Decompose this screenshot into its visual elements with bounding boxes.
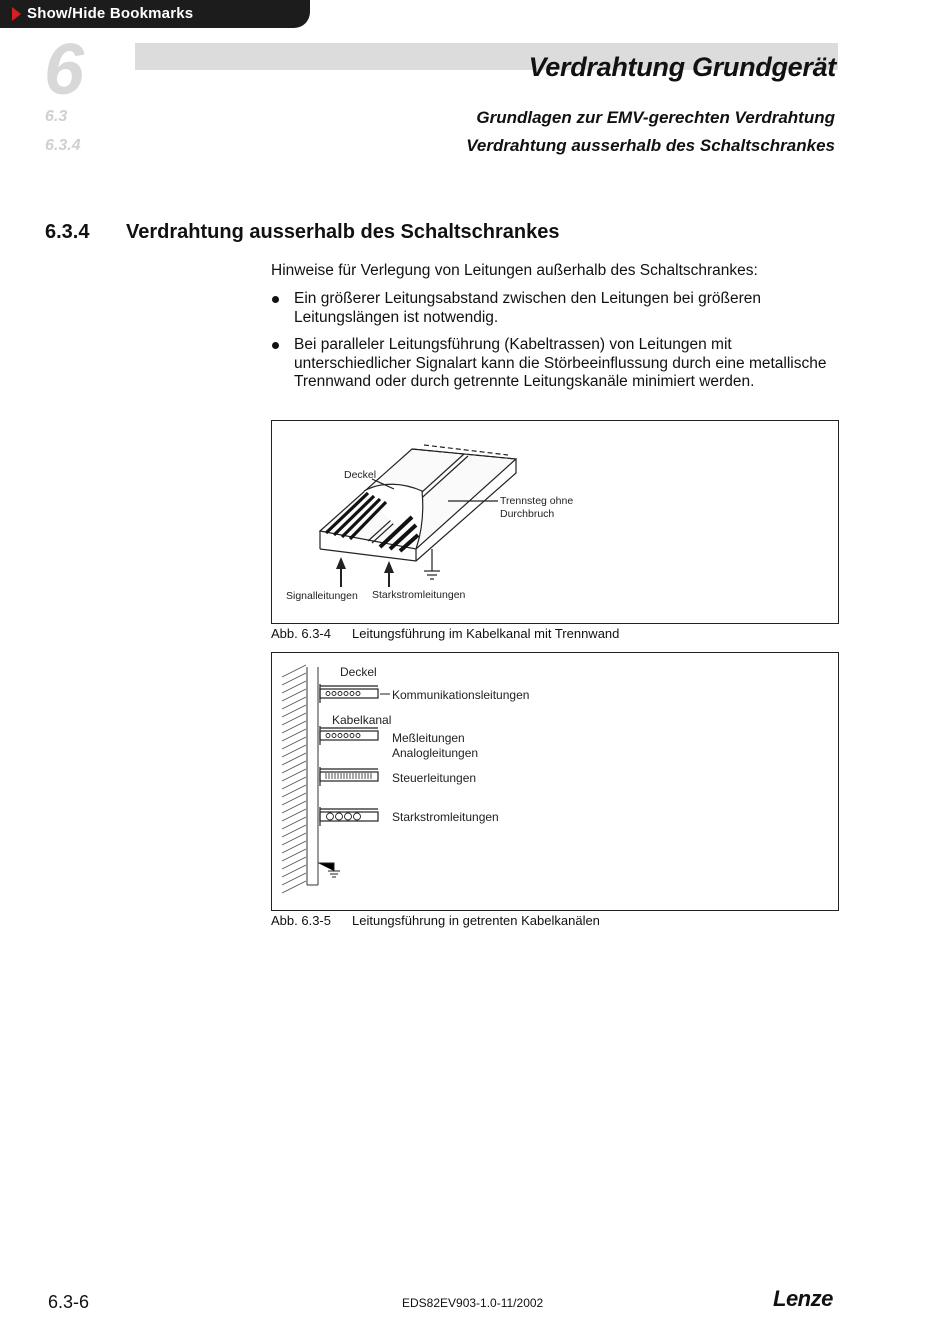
separate-ducts-diagram <box>272 653 838 910</box>
figure-separate-cable-ducts <box>271 652 839 911</box>
chapter-number: 6 <box>44 30 85 110</box>
section-number: 6.3 <box>45 108 68 125</box>
label-steuerleitungen: Steuerleitungen <box>392 771 477 785</box>
bullet-list <box>271 290 831 401</box>
label-trennsteg-1: Trennsteg ohne <box>500 495 574 507</box>
chapter-title: Verdrahtung Grundgerät <box>528 52 836 82</box>
triangle-right-icon <box>12 7 21 21</box>
page-number: 6.3-6 <box>48 1292 90 1312</box>
caption-number: Abb. 6.3-4 <box>271 626 331 641</box>
caption-number: Abb. 6.3-5 <box>271 913 331 928</box>
label-kommunikationsleitungen: Kommunikationsleitungen <box>392 688 530 702</box>
bullet-text: Bei paralleler Leitungsführung (Kabeltrassen) von Leitungen mit unterschiedlicher Signalart kann die Störbeeinflussung durch eine metallische Trennwand oder durch getrennte Leitungskanäle minimiert werden. <box>294 336 827 390</box>
show-hide-bookmarks-button[interactable] <box>0 0 310 28</box>
lenze-logo: Lenze <box>773 1286 833 1311</box>
label-deckel: Deckel <box>344 469 377 481</box>
subsection-number: 6.3.4 <box>45 137 81 154</box>
heading-number: 6.3.4 <box>45 221 90 243</box>
document-id: EDS82EV903-1.0-11/2002 <box>402 1296 544 1310</box>
label-deckel: Deckel <box>340 665 377 679</box>
bullet-text: Ein größerer Leitungsabstand zwischen den Leitungen bei größeren Leitungslängen ist notwendig. <box>294 290 762 326</box>
subsection-title: Verdrahtung ausserhalb des Schaltschrankes <box>466 136 835 155</box>
label-signalleitungen: Signalleitungen <box>286 590 358 602</box>
heading-title: Verdrahtung ausserhalb des Schaltschrankes <box>126 221 560 243</box>
label-starkstromleitungen: Starkstromleitungen <box>392 810 499 824</box>
label-trennsteg-2: Durchbruch <box>500 508 555 520</box>
caption-text: Leitungsführung in getrenten Kabelkanälen <box>352 913 600 928</box>
label-messleitungen: Meßleitungen <box>392 731 465 745</box>
list-item <box>271 290 831 327</box>
caption-text: Leitungsführung im Kabelkanal mit Trennwand <box>352 626 620 641</box>
label-kabelkanal: Kabelkanal <box>332 713 392 727</box>
cable-duct-diagram <box>272 421 838 623</box>
intro-text: Hinweise für Verlegung von Leitungen außerhalb des Schaltschrankes: <box>271 262 758 279</box>
label-analogleitungen: Analogleitungen <box>392 746 479 760</box>
bullet-icon <box>272 296 279 303</box>
figure-cable-duct-partition <box>271 420 839 624</box>
section-title: Grundlagen zur EMV-gerechten Verdrahtung <box>476 108 835 127</box>
bullet-icon <box>272 342 279 349</box>
bookmarks-button-label: Show/Hide Bookmarks <box>27 5 194 22</box>
list-item <box>271 336 831 392</box>
label-starkstromleitungen: Starkstromleitungen <box>372 589 466 601</box>
